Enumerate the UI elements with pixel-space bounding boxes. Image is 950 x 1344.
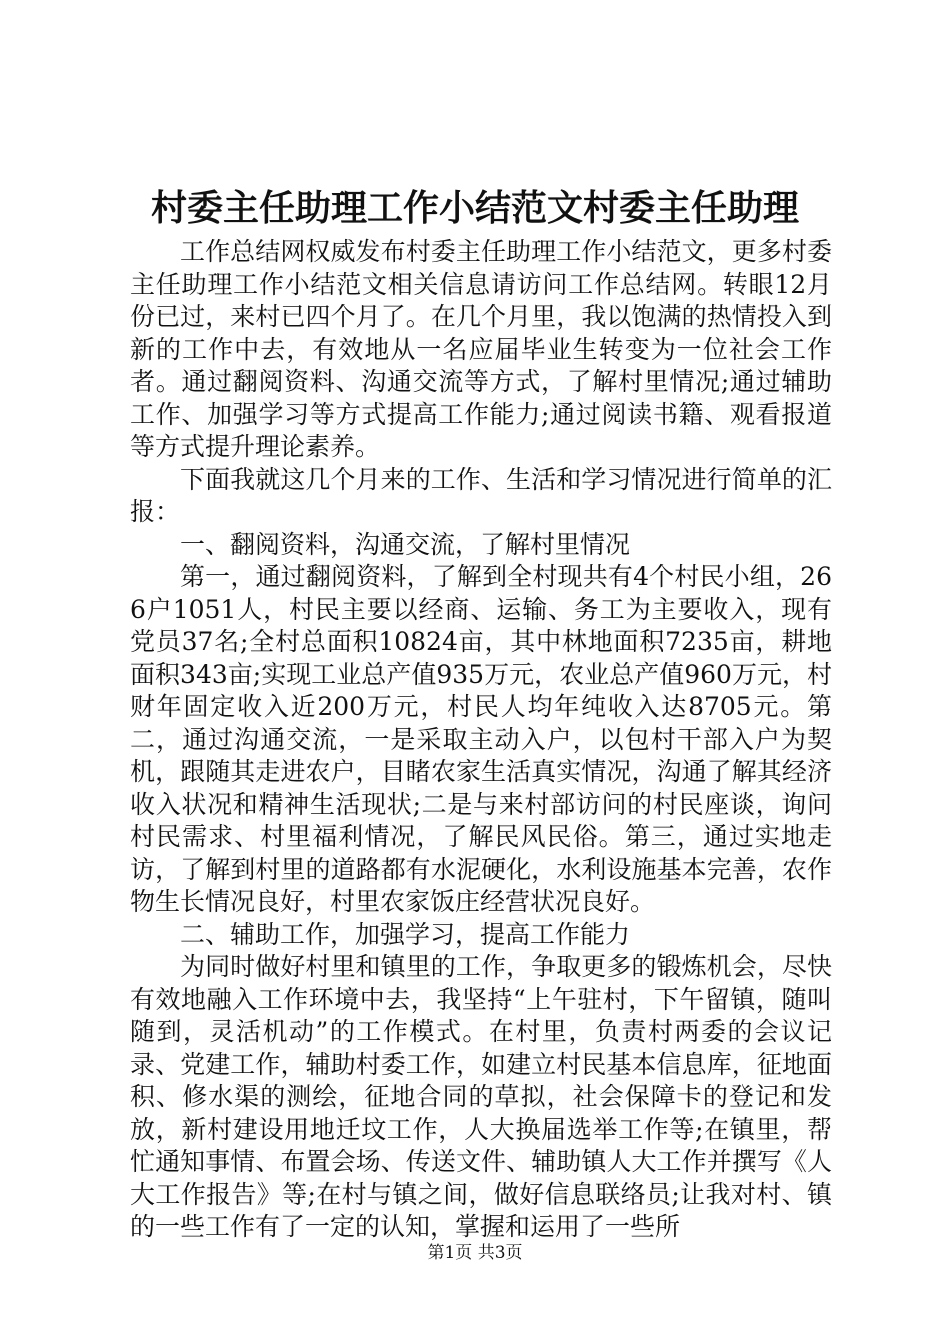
document-body: [130, 236, 832, 1244]
paragraph-section-2: 为同时做好村里和镇里的工作，争取更多的锻炼机会，尽快有效地融入工作环境中去，我坚持“上午驻村，下午留镇，随叫随到，灵活机动”的工作模式。在村里，负责村两委的会议记录、党建工作，辅助村委工作，如建立村民基本信息库，征地面积、修水渠的测绘，征地合同的草拟，社会保障卡的登记和发放，新村建设用地迁坟工作，人大换届选举工作等;在镇里，帮忙通知事情、布置会场、传送文件、辅助镇人大工作并撰写《人大工作报告》等;在村与镇之间，做好信息联络员;让我对村、镇的一些工作有了一定的认知，掌握和运用了一些所: [130, 952, 832, 1241]
section-heading-2: 二、辅助工作，加强学习，提高工作能力: [180, 919, 631, 949]
paragraph-report-lead: 下面我就这几个月来的工作、生活和学习情况进行简单的汇报：: [130, 464, 832, 526]
section-heading-1: 一、翻阅资料，沟通交流，了解村里情况: [180, 529, 631, 559]
page-number-footer: 第1页 共3页: [427, 1243, 523, 1263]
paragraph-section-1: 第一，通过翻阅资料，了解到全村现共有4个村民小组，266户1051人，村民主要以经商、运输、务工为主要收入，现有党员37名;全村总面积10824亩，其中林地面积7235亩，耕地面积343亩;实现工业总产值935万元，农业总产值960万元，村财年固定收入近200万元，村民人均年纯收入达8705元。第二，通过沟通交流，一是采取主动入户，以包村干部入户为契机，跟随其走进农户，目睹农家生活真实情况，沟通了解其经济收入状况和精神生活现状;二是与来村部访问的村民座谈，询问村民需求、村里福利情况，了解民风民俗。第三，通过实地走访，了解到村里的道路都有水泥硬化，水利设施基本完善，农作物生长情况良好，村里农家饭庄经营状况良好。: [130, 562, 832, 916]
paragraph-intro: 工作总结网权威发布村委主任助理工作小结范文，更多村委主任助理工作小结范文相关信息请访问工作总结网。转眼12月份已过，来村已四个月了。在几个月里，我以饱满的热情投入到新的工作中去，有效地从一名应届毕业生转变为一位社会工作者。通过翻阅资料、沟通交流等方式，了解村里情况;通过辅助工作、加强学习等方式提高工作能力;通过阅读书籍、观看报道等方式提升理论素养。: [130, 237, 832, 461]
document-title: 村委主任助理工作小结范文村委主任助理: [150, 187, 799, 229]
